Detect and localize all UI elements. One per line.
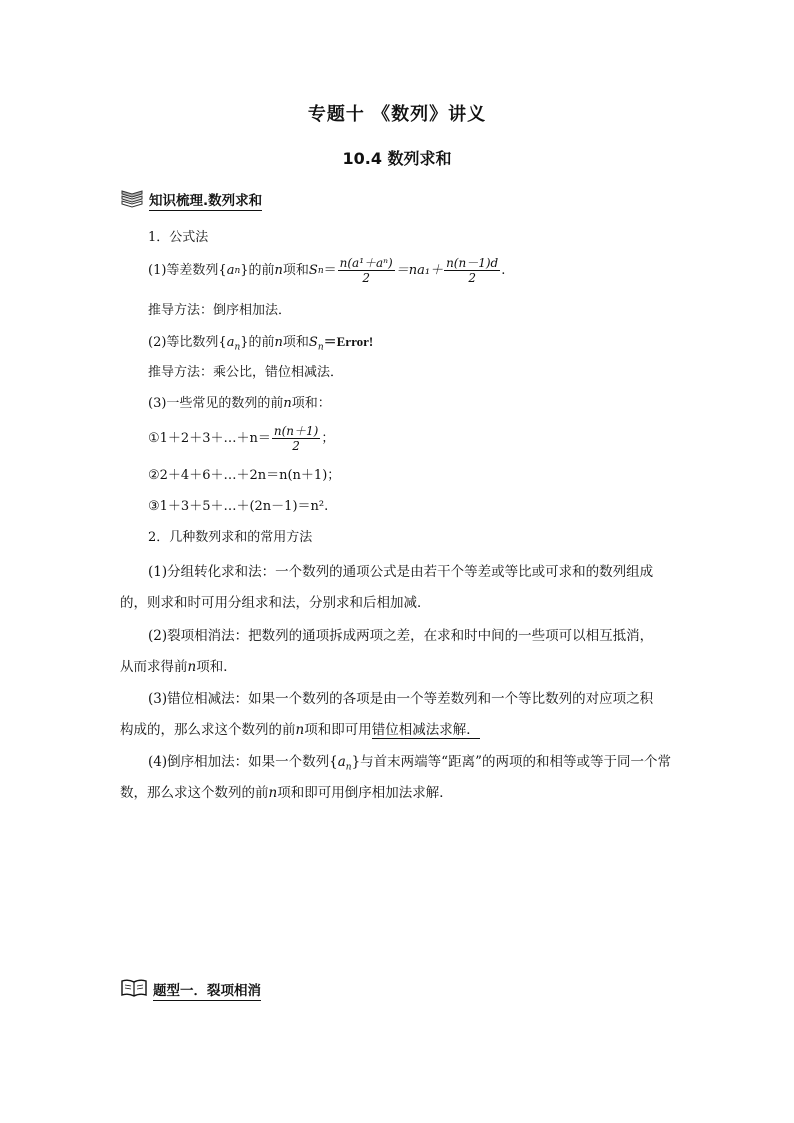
denominator: 2 bbox=[292, 439, 300, 453]
var-n: n bbox=[187, 659, 197, 675]
text: ＝na₁＋ bbox=[395, 262, 444, 278]
text: (2)等比数列{ bbox=[148, 335, 227, 350]
text: ①1＋2＋3＋…＋n＝ bbox=[148, 430, 271, 446]
text: (3)一些常见的数列的前 bbox=[148, 396, 284, 411]
error-text: ＝Error! bbox=[323, 334, 374, 349]
var-S: S bbox=[308, 262, 318, 278]
var-a: a bbox=[226, 262, 235, 278]
text: 项和 bbox=[282, 335, 309, 350]
text: (4)倒序相加法：如果一个数列{ bbox=[148, 754, 338, 770]
text: }的前 bbox=[240, 335, 275, 350]
derive-method-1: 推导方法：倒序相加法． bbox=[148, 303, 292, 318]
method2-line2 bbox=[120, 655, 237, 675]
var-n: n bbox=[274, 335, 283, 350]
method3-line1: (3)错位相减法：如果一个数列的各项是由一个等差数列和一个等比数列的对应项之积 bbox=[148, 691, 654, 707]
fraction bbox=[272, 424, 320, 453]
geometric-sum-formula bbox=[148, 333, 373, 357]
text: }与首末两端等“距离”的两项的和相等或等于同一个常 bbox=[351, 754, 671, 770]
fraction bbox=[444, 256, 500, 285]
common-sums-heading bbox=[148, 395, 331, 413]
books-stack-icon bbox=[120, 188, 144, 212]
text: ； bbox=[321, 430, 335, 446]
method4-line2 bbox=[120, 781, 453, 801]
text: 项和即可用倒序相加法求解． bbox=[277, 785, 453, 801]
method1-line2: 的，则求和时可用分组求和法，分别求和后相加减． bbox=[120, 595, 431, 611]
page-title: 专题十 《数列》讲义 bbox=[307, 104, 487, 125]
section-label: 知识梳理.数列求和 bbox=[149, 189, 262, 211]
numerator: n(n＋1) bbox=[273, 424, 319, 438]
denominator: 2 bbox=[468, 271, 476, 285]
method4-line1 bbox=[148, 750, 671, 773]
text: (1)等差数列{ bbox=[148, 262, 227, 278]
var-n: n bbox=[274, 262, 283, 278]
method3-line2 bbox=[120, 718, 480, 738]
underlined-text: 错位相减法求解． bbox=[371, 722, 480, 738]
var-a: a bbox=[337, 754, 346, 770]
sub-n: n bbox=[317, 342, 324, 353]
section-label: 题型一．裂项相消 bbox=[153, 979, 261, 1001]
open-book-icon bbox=[120, 978, 148, 1002]
heading-formula-method: 1．公式法 bbox=[148, 230, 209, 245]
text: . bbox=[501, 262, 506, 278]
sub-n: n bbox=[345, 762, 352, 773]
numerator: n(n－1)d bbox=[446, 256, 499, 270]
var-S: S bbox=[308, 335, 318, 350]
arithmetic-sum-formula bbox=[148, 256, 505, 285]
section-heading-type1 bbox=[120, 978, 261, 1002]
text: 构成的，那么求这个数列的前 bbox=[120, 722, 296, 738]
sub-n: n bbox=[234, 342, 241, 353]
section-heading-knowledge bbox=[120, 188, 262, 212]
var-n: n bbox=[295, 722, 305, 738]
common-sum-1 bbox=[148, 424, 334, 453]
method2-line1: (2)裂项相消法：把数列的通项拆成两项之差，在求和时中间的一些项可以相互抵消， bbox=[148, 628, 654, 644]
sub-n: n bbox=[234, 265, 241, 276]
var-a: a bbox=[226, 335, 235, 350]
text: }的前 bbox=[240, 262, 275, 278]
text: 项和． bbox=[196, 659, 237, 675]
equals: ＝ bbox=[323, 262, 337, 278]
common-sum-3: ③1＋3＋5＋…＋(2n－1)＝n². bbox=[148, 499, 329, 514]
numerator: n(a¹＋aⁿ) bbox=[339, 256, 393, 270]
page-subtitle: 10.4 数列求和 bbox=[342, 149, 452, 168]
denominator: 2 bbox=[362, 271, 370, 285]
text: 数，那么求这个数列的前 bbox=[120, 785, 269, 801]
text: 项和即可用 bbox=[304, 722, 372, 738]
fraction bbox=[338, 256, 395, 285]
derive-method-2: 推导方法：乘公比，错位相减法． bbox=[148, 365, 344, 380]
heading-common-methods: 2．几种数列求和的常用方法 bbox=[148, 530, 313, 545]
text: 从而求得前 bbox=[120, 659, 188, 675]
var-n: n bbox=[283, 396, 292, 411]
text: 项和 bbox=[282, 262, 309, 278]
text: 项和： bbox=[291, 396, 331, 411]
method1-line1: (1)分组转化求和法：一个数列的通项公式是由若干个等差或等比或可求和的数列组成 bbox=[148, 564, 654, 580]
sub-n: n bbox=[317, 265, 324, 276]
var-n: n bbox=[268, 785, 278, 801]
common-sum-2: ②2＋4＋6＋…＋2n＝n(n＋1)； bbox=[148, 468, 341, 483]
